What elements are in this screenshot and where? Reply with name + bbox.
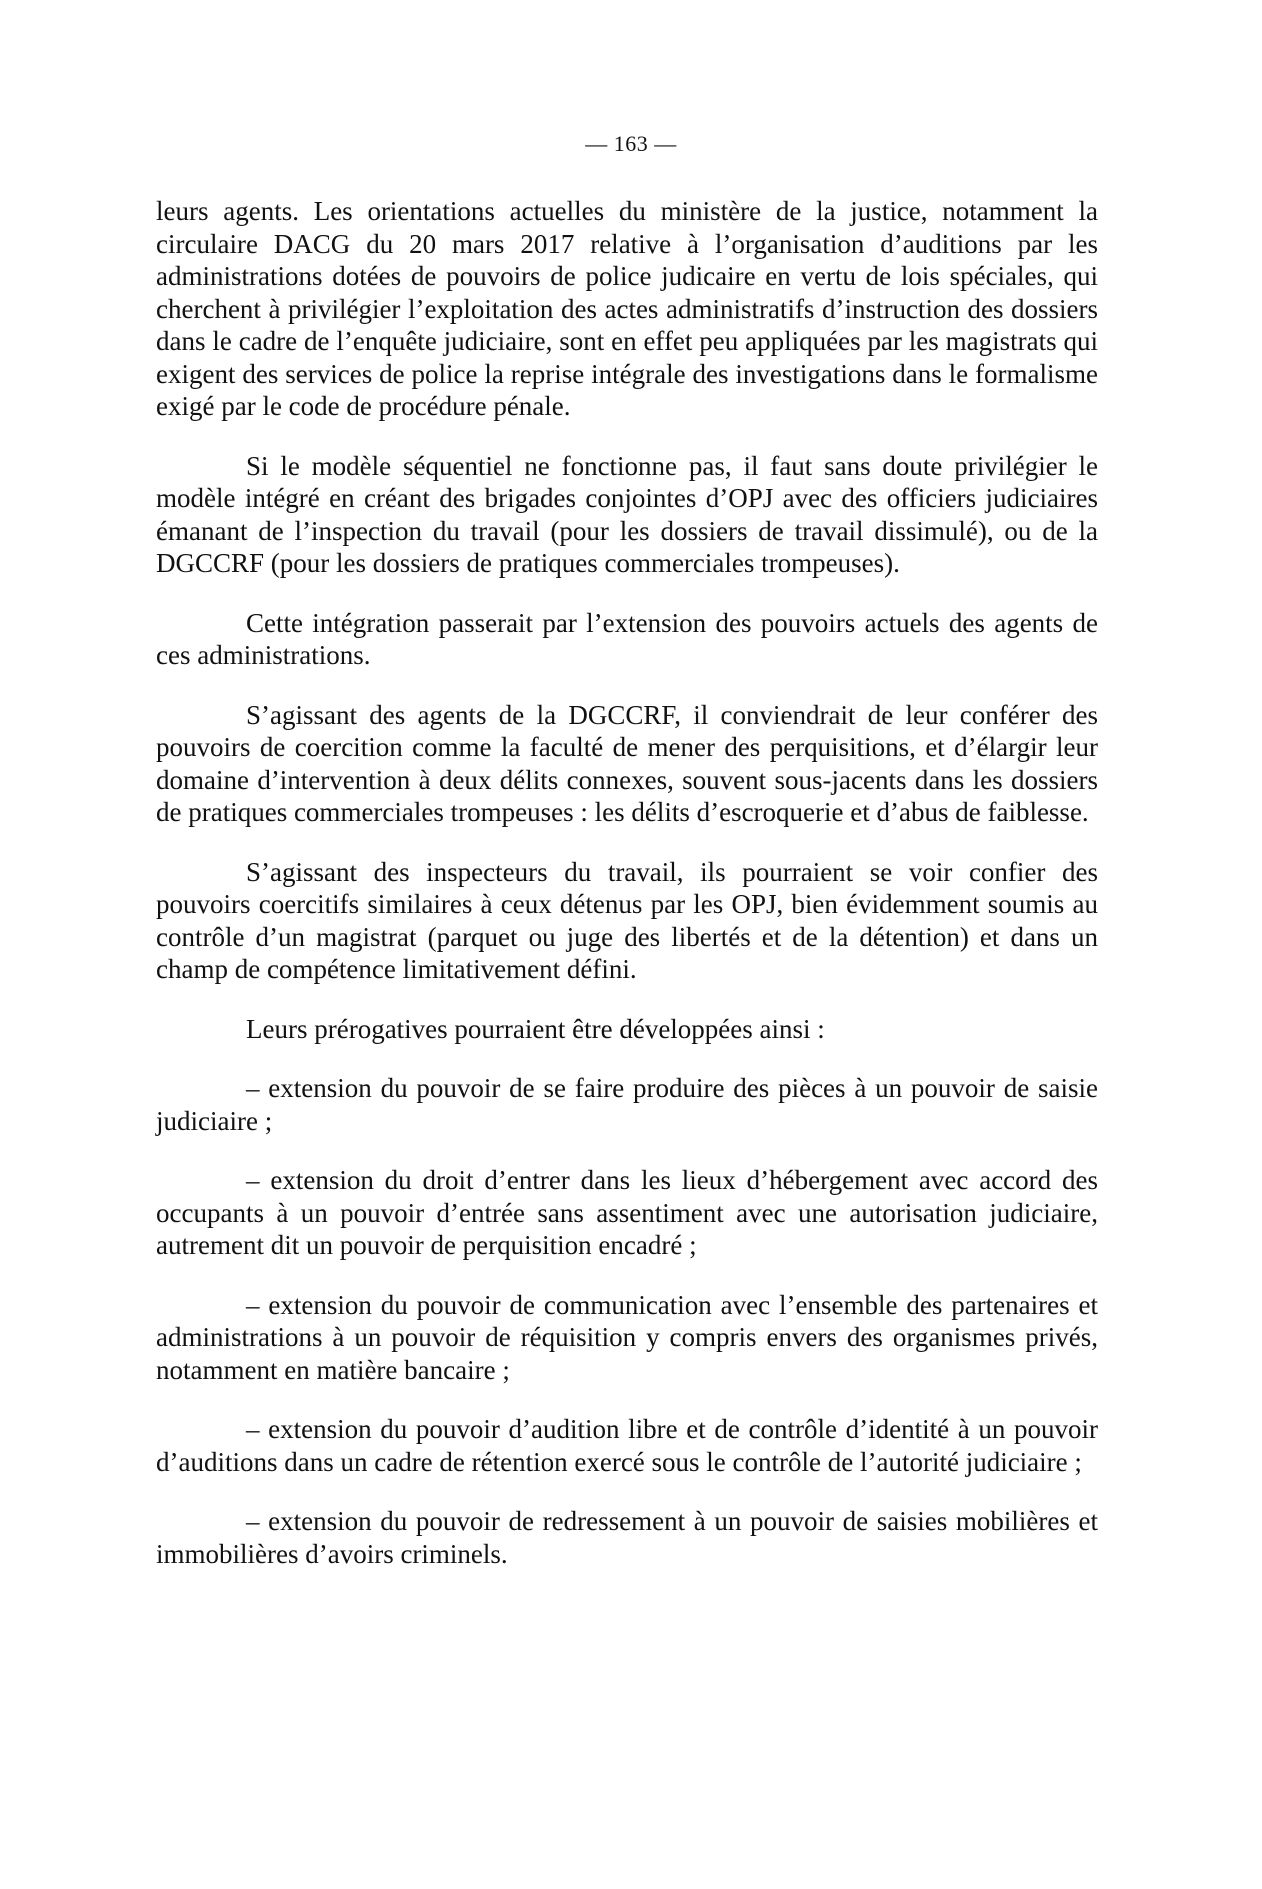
paragraph-labour-inspectors: S’agissant des inspecteurs du travail, ils pourraient se voir confier des pouvoirs coercitifs similaires à ceux détenus par les OPJ, bien évidemment soumis au contrôle d’un magistrat (parquet ou juge des libertés et de la détention) et dans un champ de compétence limitativement défini. <box>156 856 1098 984</box>
paragraph-sequential-model: Si le modèle séquentiel ne fonctionne pas, il faut sans doute privilégier le modèle intégré en créant des brigades conjointes d’OPJ avec des officiers judiciaires émanant de l’inspection du travail (pour les dossiers de travail dissimulé), ou de la DGCCRF (pour les dossiers de pratiques commerciales trompeuses). <box>156 450 1098 578</box>
list-item-asset-seizures: – extension du pouvoir de redressement à un pouvoir de saisies mobilières et immobilières d’avoirs criminels. <box>156 1506 1098 1569</box>
paragraph-intro-continuation: leurs agents. Les orientations actuelles du ministère de la justice, notamment la circulaire DACG du 20 mars 2017 relative à l’organisation d’auditions par les administrations dotées de pouvoirs de police judicaire en vertu de lois spéciales, qui cherchent à privilégier l’exploitation des actes administratifs d’instruction des dossiers dans le cadre de l’enquête judiciaire, sont en effet peu appliquées par les magistrats qui exigent des services de police la reprise intégrale des investigations dans le formalisme exigé par le code de procédure pénale. <box>156 196 1098 421</box>
paragraph-dgccrf-agents: S’agissant des agents de la DGCCRF, il conviendrait de leur conférer des pouvoirs de coercition comme la faculté de mener des perquisitions, et d’élargir leur domaine d’intervention à deux délits connexes, souvent sous-jacents dans les dossiers de pratiques commerciales trompeuses : les délits d’escroquerie et d’abus de faiblesse. <box>156 699 1098 827</box>
list-item-hearings: – extension du pouvoir d’audition libre et de contrôle d’identité à un pouvoir d’auditions dans un cadre de rétention exercé sous le contrôle de l’autorité judiciaire ; <box>156 1414 1098 1477</box>
list-item-requisition: – extension du pouvoir de communication avec l’ensemble des partenaires et administrations à un pouvoir de réquisition y compris envers des organismes privés, notamment en matière bancaire ; <box>156 1289 1098 1385</box>
list-item-search: – extension du droit d’entrer dans les lieux d’hébergement avec accord des occupants à un pouvoir d’entrée sans assentiment avec une autorisation judiciaire, autrement dit un pouvoir de perquisition encadré ; <box>156 1165 1098 1260</box>
body-text <box>156 195 1098 1597</box>
paragraph-prerogatives-intro: Leurs prérogatives pourraient être développées ainsi : <box>246 1013 825 1044</box>
page-number: — 163 — <box>585 131 677 156</box>
list-item-seizure: – extension du pouvoir de se faire produire des pièces à un pouvoir de saisie judiciaire ; <box>156 1073 1098 1136</box>
paragraph-integration: Cette intégration passerait par l’extension des pouvoirs actuels des agents de ces administrations. <box>156 607 1098 670</box>
